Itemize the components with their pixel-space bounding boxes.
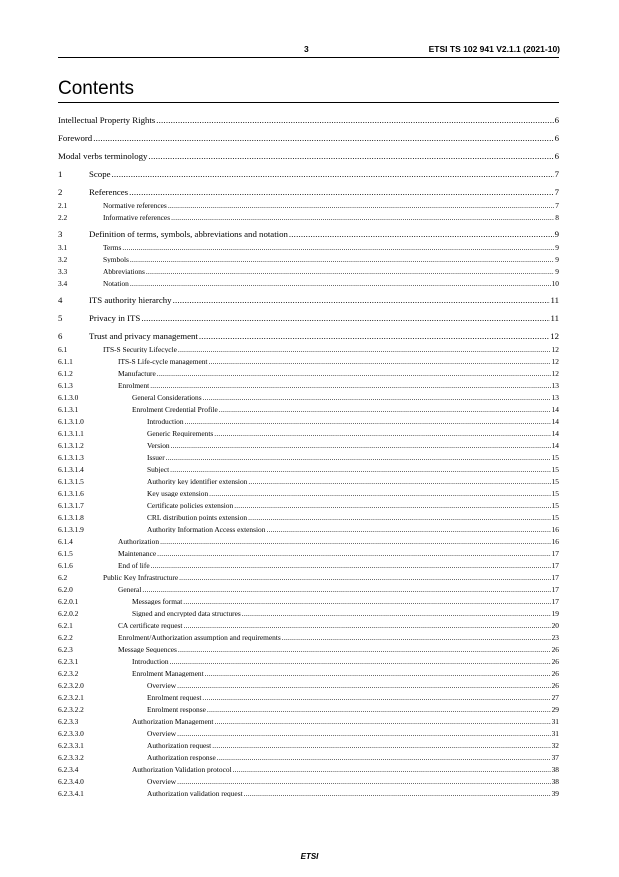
toc-entry-page: 9 bbox=[555, 266, 559, 275]
toc-entry-title: Introduction bbox=[147, 416, 184, 425]
toc-dot-leader bbox=[130, 280, 551, 287]
toc-entry[interactable] bbox=[58, 425, 559, 437]
toc-entry-page: 38 bbox=[551, 776, 559, 785]
toc-entry[interactable] bbox=[58, 167, 559, 179]
contents-heading: Contents bbox=[58, 78, 135, 99]
toc-entry-title: Trust and privacy management bbox=[89, 331, 198, 341]
toc-entry[interactable] bbox=[58, 557, 559, 569]
toc-entry-page: 13 bbox=[551, 392, 559, 401]
toc-entry-number: 3.3 bbox=[58, 266, 68, 275]
toc-entry-number: 6.2.3.3.2 bbox=[58, 752, 84, 761]
toc-entry-title: Manufacture bbox=[118, 368, 156, 377]
toc-entry[interactable] bbox=[58, 209, 559, 221]
toc-entry-page: 11 bbox=[550, 295, 559, 305]
toc-dot-leader bbox=[148, 152, 553, 161]
toc-entry-page: 27 bbox=[551, 692, 559, 701]
toc-entry[interactable] bbox=[58, 401, 559, 413]
toc-entry-number: 6.2.3.2.2 bbox=[58, 704, 84, 713]
toc-entry-number: 3.2 bbox=[58, 254, 68, 263]
toc-entry-number: 6.2.3.3.1 bbox=[58, 740, 84, 749]
header-rule bbox=[58, 57, 559, 58]
toc-entry-number: 6.1.3 bbox=[58, 380, 73, 389]
toc-entry[interactable] bbox=[58, 761, 559, 773]
toc-dot-leader bbox=[244, 790, 551, 797]
toc-entry-page: 31 bbox=[551, 728, 559, 737]
toc-entry-number: 6.1 bbox=[58, 344, 68, 353]
toc-dot-leader bbox=[142, 586, 550, 593]
toc-dot-leader bbox=[156, 116, 553, 125]
toc-dot-leader bbox=[242, 610, 551, 617]
toc-dot-leader bbox=[203, 394, 551, 401]
toc-entry-page: 14 bbox=[551, 416, 559, 425]
toc-dot-leader bbox=[93, 134, 553, 143]
toc-entry[interactable] bbox=[58, 293, 559, 305]
toc-entry-number: 6.2.3.4.0 bbox=[58, 776, 84, 785]
toc-dot-leader bbox=[248, 478, 550, 485]
toc-dot-leader bbox=[282, 634, 551, 641]
toc-entry-title: Normative references bbox=[103, 200, 167, 209]
toc-entry-title: Enrolment request bbox=[147, 692, 202, 701]
toc-entry-page: 6 bbox=[554, 151, 559, 161]
toc-entry-number: 2.2 bbox=[58, 212, 68, 221]
toc-entry[interactable] bbox=[58, 569, 559, 581]
toc-entry-page: 15 bbox=[551, 464, 559, 473]
toc-entry-number: 6.1.3.1.8 bbox=[58, 512, 84, 521]
toc-entry-page: 15 bbox=[551, 500, 559, 509]
toc-entry-page: 10 bbox=[551, 278, 559, 287]
toc-entry-page: 39 bbox=[551, 788, 559, 797]
toc-entry[interactable] bbox=[58, 227, 559, 239]
toc-dot-leader bbox=[234, 502, 550, 509]
toc-entry-number: 6.2.3.2.0 bbox=[58, 680, 84, 689]
toc-entry-page: 17 bbox=[551, 596, 559, 605]
toc-entry[interactable] bbox=[58, 377, 559, 389]
toc-entry-title: Authorization validation request bbox=[147, 788, 243, 797]
toc-entry[interactable] bbox=[58, 749, 559, 761]
toc-entry-number: 6.2.3.4.1 bbox=[58, 788, 84, 797]
toc-entry-title: Definition of terms, symbols, abbreviations and notation bbox=[89, 229, 288, 239]
toc-entry[interactable] bbox=[58, 341, 559, 353]
toc-entry-number: 6.1.3.0 bbox=[58, 392, 79, 401]
toc-entry-title: Enrolment/Authorization assumption and requirements bbox=[118, 632, 281, 641]
toc-entry-title: Authorization Management bbox=[132, 716, 214, 725]
toc-dot-leader bbox=[129, 188, 554, 197]
toc-entry-page: 15 bbox=[551, 476, 559, 485]
toc-entry-page: 9 bbox=[554, 229, 559, 239]
toc-entry[interactable] bbox=[58, 533, 559, 545]
toc-entry-number: 3.4 bbox=[58, 278, 68, 287]
toc-entry-number: 5 bbox=[58, 313, 63, 323]
toc-dot-leader bbox=[179, 574, 550, 581]
toc-entry-page: 11 bbox=[550, 313, 559, 323]
toc-dot-leader bbox=[212, 742, 550, 749]
toc-entry-title: Scope bbox=[89, 169, 111, 179]
toc-entry-page: 12 bbox=[551, 368, 559, 377]
toc-entry-number: 6.1.4 bbox=[58, 536, 73, 545]
toc-entry[interactable] bbox=[58, 581, 559, 593]
toc-dot-leader bbox=[157, 370, 551, 377]
toc-entry-page: 26 bbox=[551, 668, 559, 677]
toc-dot-leader bbox=[171, 214, 554, 221]
toc-entry[interactable] bbox=[58, 449, 559, 461]
toc-dot-leader bbox=[150, 382, 550, 389]
toc-entry[interactable] bbox=[58, 473, 559, 485]
toc-entry-number: 6.2.1 bbox=[58, 620, 73, 629]
toc-entry-title: Certificate policies extension bbox=[147, 500, 234, 509]
toc-entry-number: 4 bbox=[58, 295, 63, 305]
toc-dot-leader bbox=[202, 694, 550, 701]
toc-entry-title: Subject bbox=[147, 464, 170, 473]
toc-entry-page: 32 bbox=[551, 740, 559, 749]
toc-dot-leader bbox=[289, 230, 554, 239]
toc-dot-leader bbox=[112, 170, 554, 179]
toc-entry-title: CA certificate request bbox=[118, 620, 183, 629]
toc-entry-number: 6.2.2 bbox=[58, 632, 73, 641]
toc-dot-leader bbox=[177, 730, 550, 737]
toc-entry[interactable] bbox=[58, 509, 559, 521]
toc-dot-leader bbox=[168, 202, 554, 209]
toc-entry-page: 23 bbox=[551, 632, 559, 641]
toc-entry[interactable] bbox=[58, 389, 559, 401]
toc-entry[interactable] bbox=[58, 365, 559, 377]
toc-entry[interactable] bbox=[58, 629, 559, 641]
toc-entry-number: 6.1.3.1.4 bbox=[58, 464, 84, 473]
toc-entry-title: Messages format bbox=[132, 596, 183, 605]
toc-entry-number: 6.2.0 bbox=[58, 584, 73, 593]
toc-entry-title: Foreword bbox=[58, 133, 93, 143]
toc-entry-title: Symbols bbox=[103, 254, 129, 263]
toc-entry-page: 16 bbox=[551, 536, 559, 545]
toc-entry-title: Authority key identifier extension bbox=[147, 476, 248, 485]
toc-entry-number: 6.2.3.2.1 bbox=[58, 692, 84, 701]
toc-entry-title: Terms bbox=[103, 242, 122, 251]
toc-entry-title: References bbox=[89, 187, 129, 197]
toc-entry-title: Introduction bbox=[132, 656, 169, 665]
toc-entry[interactable] bbox=[58, 521, 559, 533]
toc-entry[interactable] bbox=[58, 593, 559, 605]
toc-dot-leader bbox=[178, 646, 551, 653]
toc-dot-leader bbox=[185, 418, 551, 425]
toc-entry[interactable] bbox=[58, 197, 559, 209]
toc-entry-title: Informative references bbox=[103, 212, 171, 221]
toc-entry-title: Signed and encrypted data structures bbox=[132, 608, 241, 617]
toc-entry-title: ITS-S Life-cycle management bbox=[118, 356, 208, 365]
toc-entry-title: Key usage extension bbox=[147, 488, 209, 497]
toc-entry-page: 37 bbox=[551, 752, 559, 761]
toc-entry-number: 6.1.3.1.6 bbox=[58, 488, 84, 497]
toc-entry[interactable] bbox=[58, 677, 559, 689]
toc-entry-number: 6.2.3.3.0 bbox=[58, 728, 84, 737]
toc-entry-page: 14 bbox=[551, 440, 559, 449]
toc-entry-page: 7 bbox=[555, 200, 559, 209]
toc-entry-page: 14 bbox=[551, 404, 559, 413]
toc-entry-page: 16 bbox=[551, 524, 559, 533]
toc-dot-leader bbox=[177, 778, 550, 785]
toc-entry-page: 7 bbox=[554, 187, 559, 197]
toc-entry-page: 12 bbox=[551, 356, 559, 365]
toc-entry-number: 6.2.0.2 bbox=[58, 608, 79, 617]
toc-entry-page: 7 bbox=[554, 169, 559, 179]
toc-entry-page: 17 bbox=[551, 584, 559, 593]
toc-entry-title: Overview bbox=[147, 680, 177, 689]
toc-entry[interactable] bbox=[58, 413, 559, 425]
toc-entry-number: 6.1.3.1.5 bbox=[58, 476, 84, 485]
toc-entry-number: 6.2.3.3 bbox=[58, 716, 79, 725]
toc-dot-leader bbox=[157, 550, 550, 557]
toc-entry-page: 17 bbox=[551, 548, 559, 557]
toc-entry[interactable] bbox=[58, 113, 559, 125]
toc-dot-leader bbox=[178, 346, 551, 353]
toc-entry[interactable] bbox=[58, 545, 559, 557]
toc-entry[interactable] bbox=[58, 437, 559, 449]
toc-dot-leader bbox=[233, 766, 551, 773]
toc-dot-leader bbox=[130, 256, 554, 263]
contents-rule bbox=[58, 102, 559, 103]
toc-entry[interactable] bbox=[58, 185, 559, 197]
toc-dot-leader bbox=[177, 682, 550, 689]
toc-entry-title: Public Key Infrastructure bbox=[103, 572, 179, 581]
footer-etsi: ETSI bbox=[300, 852, 319, 861]
toc-entry-page: 19 bbox=[551, 608, 559, 617]
toc-entry-title: Intellectual Property Rights bbox=[58, 115, 156, 125]
toc-entry-title: Enrolment response bbox=[147, 704, 206, 713]
toc-entry-title: Notation bbox=[103, 278, 129, 287]
toc-entry-page: 12 bbox=[551, 344, 559, 353]
toc-dot-leader bbox=[183, 598, 550, 605]
toc-entry-number: 6.1.6 bbox=[58, 560, 73, 569]
toc-entry-title: Overview bbox=[147, 728, 177, 737]
toc-entry[interactable] bbox=[58, 665, 559, 677]
toc-entry-page: 9 bbox=[555, 254, 559, 263]
toc-dot-leader bbox=[171, 442, 551, 449]
toc-entry[interactable] bbox=[58, 725, 559, 737]
toc-entry-title: ITS authority hierarchy bbox=[89, 295, 172, 305]
table-of-contents bbox=[58, 113, 559, 797]
toc-dot-leader bbox=[217, 754, 551, 761]
toc-entry-page: 38 bbox=[551, 764, 559, 773]
toc-entry-page: 26 bbox=[551, 644, 559, 653]
toc-entry[interactable] bbox=[58, 713, 559, 725]
toc-entry-title: Authority Information Access extension bbox=[147, 524, 266, 533]
toc-entry[interactable] bbox=[58, 263, 559, 275]
toc-entry-page: 17 bbox=[551, 560, 559, 569]
toc-dot-leader bbox=[248, 514, 550, 521]
toc-entry[interactable] bbox=[58, 605, 559, 617]
toc-entry[interactable] bbox=[58, 689, 559, 701]
toc-entry-title: Authorization response bbox=[147, 752, 216, 761]
toc-entry-title: Authorization Validation protocol bbox=[132, 764, 232, 773]
toc-entry-title: Message Sequences bbox=[118, 644, 177, 653]
toc-entry-number: 6.1.3.1.7 bbox=[58, 500, 84, 509]
toc-entry-title: Privacy in ITS bbox=[89, 313, 141, 323]
toc-dot-leader bbox=[266, 526, 550, 533]
toc-entry-title: ITS-S Security Lifecycle bbox=[103, 344, 177, 353]
toc-entry-page: 17 bbox=[551, 572, 559, 581]
toc-entry-number: 6 bbox=[58, 331, 63, 341]
toc-entry-title: Issuer bbox=[147, 452, 165, 461]
toc-dot-leader bbox=[122, 244, 554, 251]
toc-entry[interactable] bbox=[58, 785, 559, 797]
toc-dot-leader bbox=[214, 430, 550, 437]
toc-entry[interactable] bbox=[58, 485, 559, 497]
toc-entry-page: 9 bbox=[555, 242, 559, 251]
toc-entry-number: 6.2.3.1 bbox=[58, 656, 79, 665]
toc-dot-leader bbox=[209, 490, 550, 497]
toc-entry-number: 6.1.3.1 bbox=[58, 404, 79, 413]
toc-entry-page: 12 bbox=[550, 331, 559, 341]
toc-dot-leader bbox=[166, 454, 551, 461]
toc-entry-page: 29 bbox=[551, 704, 559, 713]
toc-entry-number: 6.1.5 bbox=[58, 548, 73, 557]
toc-entry-page: 6 bbox=[554, 115, 559, 125]
toc-entry-title: Modal verbs terminology bbox=[58, 151, 148, 161]
toc-entry-number: 3.1 bbox=[58, 242, 68, 251]
toc-dot-leader bbox=[199, 332, 549, 341]
toc-entry[interactable] bbox=[58, 239, 559, 251]
toc-entry-number: 6.1.2 bbox=[58, 368, 73, 377]
toc-entry-title: Enrolment Management bbox=[132, 668, 204, 677]
toc-entry-number: 6.2.3.4 bbox=[58, 764, 79, 773]
toc-dot-leader bbox=[146, 268, 554, 275]
toc-entry-title: Generic Requirements bbox=[147, 428, 214, 437]
toc-entry[interactable] bbox=[58, 131, 559, 143]
toc-entry-page: 13 bbox=[551, 380, 559, 389]
toc-entry-number: 2.1 bbox=[58, 200, 68, 209]
toc-entry[interactable] bbox=[58, 701, 559, 713]
toc-entry[interactable] bbox=[58, 251, 559, 263]
toc-entry[interactable] bbox=[58, 275, 559, 287]
toc-dot-leader bbox=[173, 296, 550, 305]
toc-entry-title: Overview bbox=[147, 776, 177, 785]
toc-entry-title: Version bbox=[147, 440, 170, 449]
toc-dot-leader bbox=[205, 670, 551, 677]
toc-entry-title: General Considerations bbox=[132, 392, 202, 401]
toc-entry[interactable] bbox=[58, 773, 559, 785]
toc-entry-page: 26 bbox=[551, 656, 559, 665]
toc-entry-page: 14 bbox=[551, 428, 559, 437]
toc-entry-number: 6.2.3.2 bbox=[58, 668, 79, 677]
toc-entry-number: 6.1.3.1.9 bbox=[58, 524, 84, 533]
toc-entry[interactable] bbox=[58, 617, 559, 629]
toc-entry[interactable] bbox=[58, 149, 559, 161]
toc-entry-page: 20 bbox=[551, 620, 559, 629]
toc-entry-page: 6 bbox=[554, 133, 559, 143]
toc-entry-page: 15 bbox=[551, 452, 559, 461]
toc-entry[interactable] bbox=[58, 329, 559, 341]
toc-dot-leader bbox=[219, 406, 551, 413]
toc-entry-number: 6.2.0.1 bbox=[58, 596, 79, 605]
toc-entry[interactable] bbox=[58, 311, 559, 323]
toc-entry-number: 6.1.3.1.2 bbox=[58, 440, 84, 449]
toc-entry-number: 2 bbox=[58, 187, 63, 197]
toc-entry-page: 15 bbox=[551, 512, 559, 521]
toc-entry-number: 6.1.3.1.0 bbox=[58, 416, 84, 425]
toc-entry-title: Enrolment bbox=[118, 380, 150, 389]
toc-dot-leader bbox=[207, 706, 551, 713]
toc-entry-number: 3 bbox=[58, 229, 63, 239]
toc-entry-title: CRL distribution points extension bbox=[147, 512, 248, 521]
toc-entry-title: Abbreviations bbox=[103, 266, 145, 275]
header-document-title: ETSI TS 102 941 V2.1.1 (2021-10) bbox=[428, 44, 560, 54]
toc-entry-number: 6.2.3 bbox=[58, 644, 73, 653]
toc-entry-title: Authorization bbox=[118, 536, 160, 545]
toc-entry[interactable] bbox=[58, 353, 559, 365]
toc-entry[interactable] bbox=[58, 461, 559, 473]
toc-dot-leader bbox=[141, 314, 549, 323]
toc-entry-number: 6.1.3.1.1 bbox=[58, 428, 84, 437]
header-page-number: 3 bbox=[304, 44, 309, 54]
toc-entry-number: 6.1.3.1.3 bbox=[58, 452, 84, 461]
toc-entry-page: 31 bbox=[551, 716, 559, 725]
toc-entry-page: 15 bbox=[551, 488, 559, 497]
toc-entry-number: 6.1.1 bbox=[58, 356, 73, 365]
toc-entry-title: Maintenance bbox=[118, 548, 157, 557]
toc-dot-leader bbox=[214, 718, 550, 725]
toc-entry-title: Enrolment Credential Profile bbox=[132, 404, 218, 413]
toc-entry[interactable] bbox=[58, 737, 559, 749]
toc-dot-leader bbox=[151, 562, 551, 569]
toc-entry-number: 1 bbox=[58, 169, 63, 179]
toc-entry-title: General bbox=[118, 584, 142, 593]
toc-entry-title: Authorization request bbox=[147, 740, 212, 749]
toc-entry[interactable] bbox=[58, 653, 559, 665]
toc-entry-page: 26 bbox=[551, 680, 559, 689]
toc-dot-leader bbox=[160, 538, 551, 545]
toc-dot-leader bbox=[170, 466, 550, 473]
toc-entry[interactable] bbox=[58, 641, 559, 653]
toc-entry-title: End of life bbox=[118, 560, 150, 569]
toc-dot-leader bbox=[170, 658, 551, 665]
toc-entry-number: 6.2 bbox=[58, 572, 68, 581]
toc-dot-leader bbox=[183, 622, 550, 629]
toc-dot-leader bbox=[208, 358, 550, 365]
toc-entry[interactable] bbox=[58, 497, 559, 509]
toc-entry-page: 8 bbox=[555, 212, 559, 221]
